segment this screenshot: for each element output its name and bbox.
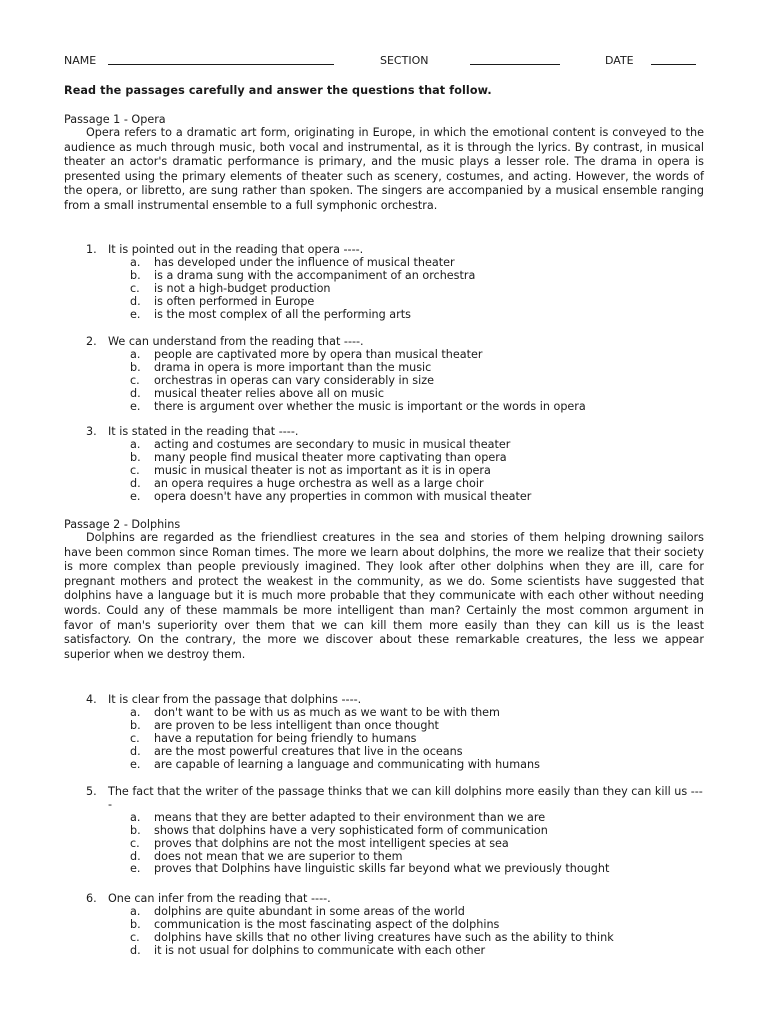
section-blank-line[interactable]	[470, 54, 560, 65]
option-text: communication is the most fascinating aspect of the dolphins	[154, 917, 500, 931]
question-number: 4.	[86, 693, 97, 706]
option-letter: b.	[130, 360, 141, 374]
option-letter: b.	[130, 268, 141, 282]
option[interactable]	[86, 375, 706, 388]
option-text: shows that dolphins have a very sophisticated form of communication	[154, 823, 548, 837]
option-list	[86, 906, 706, 958]
option[interactable]	[86, 478, 706, 491]
option-letter: a.	[130, 810, 141, 824]
question-number: 3.	[86, 425, 97, 438]
question-text: One can infer from the reading that ----.	[108, 892, 331, 905]
question-2	[86, 336, 706, 413]
option[interactable]	[86, 812, 706, 825]
option-letter: c.	[130, 281, 140, 295]
question-stem	[86, 786, 706, 812]
option-text: is often performed in Europe	[154, 294, 315, 308]
option-text: has developed under the influence of musical theater	[154, 255, 455, 269]
option[interactable]	[86, 362, 706, 375]
student-info-header	[64, 54, 704, 70]
option[interactable]	[86, 919, 706, 932]
question-5	[86, 786, 706, 876]
option-list	[86, 257, 706, 322]
question-stem	[86, 336, 706, 349]
option-letter: b.	[130, 917, 141, 931]
option[interactable]	[86, 733, 706, 746]
option[interactable]	[86, 349, 706, 362]
question-stem	[86, 426, 706, 439]
option-text: acting and costumes are secondary to music in musical theater	[154, 437, 511, 451]
option-text: is a drama sung with the accompaniment of an orchestra	[154, 268, 476, 282]
option-text: dolphins have skills that no other living creatures have such as the ability to think	[154, 930, 614, 944]
question-text: It is stated in the reading that ----.	[108, 425, 299, 438]
option-list	[86, 439, 706, 504]
option-letter: d.	[130, 943, 141, 957]
passage-1-title: Passage 1 - Opera	[64, 113, 166, 126]
option-letter: d.	[130, 744, 141, 758]
option[interactable]	[86, 491, 706, 504]
option-letter: a.	[130, 255, 141, 269]
question-number: 6.	[86, 892, 97, 905]
option[interactable]	[86, 932, 706, 945]
option-letter: a.	[130, 347, 141, 361]
option[interactable]	[86, 945, 706, 958]
option-text: are proven to be less intelligent than once thought	[154, 718, 439, 732]
option-list	[86, 349, 706, 414]
option-text: does not mean that we are superior to them	[154, 849, 403, 863]
option[interactable]	[86, 720, 706, 733]
instructions: Read the passages carefully and answer the questions that follow.	[64, 84, 492, 97]
option-letter: b.	[130, 823, 141, 837]
option-list	[86, 707, 706, 772]
option[interactable]	[86, 452, 706, 465]
option-text: drama in opera is more important than the music	[154, 360, 432, 374]
option-text: don't want to be with us as much as we want to be with them	[154, 705, 500, 719]
question-number: 5.	[86, 785, 97, 798]
option[interactable]	[86, 388, 706, 401]
option-letter: a.	[130, 705, 141, 719]
option-text: are the most powerful creatures that live in the oceans	[154, 744, 463, 758]
question-number: 2.	[86, 335, 97, 348]
option-text: proves that dolphins are not the most intelligent species at sea	[154, 836, 509, 850]
option-letter: c.	[130, 731, 140, 745]
option-text: an opera requires a huge orchestra as well as a large choir	[154, 476, 484, 490]
option[interactable]	[86, 465, 706, 478]
option-letter: b.	[130, 450, 141, 464]
option-text: is the most complex of all the performing arts	[154, 307, 411, 321]
option[interactable]	[86, 838, 706, 851]
option[interactable]	[86, 270, 706, 283]
option-text: many people find musical theater more captivating than opera	[154, 450, 507, 464]
question-6	[86, 893, 706, 958]
question-text: The fact that the writer of the passage thinks that we can kill dolphins more easily than they can kill us ----	[108, 785, 703, 811]
option-letter: c.	[130, 836, 140, 850]
date-label: DATE	[605, 54, 634, 67]
passage-2-body: Dolphins are regarded as the friendliest creatures in the sea and stories of them helping drowning sailors have been common since Roman times. The more we learn about dolphins, the more we realize that their society is more complex than people previously imagined. They look after other dolphins when they are ill, care for pregnant mothers and protect the weakest in the community, as we do. Some scientists have suggested that dolphins have a language but it is much more probable that they communicate with each other without needing words. Could any of these mammals be more intelligent than man? Certainly the most common argument in favor of man's superiority over them that we can kill them more easily than they can kill us is the least satisfactory. On the contrary, the more we discover about these remarkable creatures, the less we appear superior when we destroy them.	[64, 531, 704, 661]
option-text: dolphins are quite abundant in some areas of the world	[154, 904, 465, 918]
question-3	[86, 426, 706, 503]
option[interactable]	[86, 257, 706, 270]
date-blank-line[interactable]	[651, 54, 696, 65]
option[interactable]	[86, 439, 706, 452]
option-text: have a reputation for being friendly to humans	[154, 731, 417, 745]
option-list	[86, 812, 706, 877]
option-letter: a.	[130, 437, 141, 451]
option-text: musical theater relies above all on music	[154, 386, 385, 400]
option[interactable]	[86, 906, 706, 919]
option-letter: c.	[130, 373, 140, 387]
option-text: music in musical theater is not as important as it is in opera	[154, 463, 491, 477]
option-letter: e.	[130, 862, 141, 876]
option-letter: d.	[130, 849, 141, 863]
option[interactable]	[86, 309, 706, 322]
question-number: 1.	[86, 243, 97, 256]
option-letter: c.	[130, 930, 140, 944]
option-letter: d.	[130, 294, 141, 308]
section-label: SECTION	[380, 54, 429, 67]
option-letter: e.	[130, 489, 141, 503]
passage-2-title: Passage 2 - Dolphins	[64, 518, 181, 531]
option[interactable]	[86, 825, 706, 838]
option-letter: d.	[130, 476, 141, 490]
option[interactable]	[86, 863, 706, 876]
option-letter: e.	[130, 307, 141, 321]
option[interactable]	[86, 759, 706, 772]
option[interactable]	[86, 283, 706, 296]
option-text: opera doesn't have any properties in common with musical theater	[154, 489, 532, 503]
option-text: people are captivated more by opera than musical theater	[154, 347, 483, 361]
option[interactable]	[86, 401, 706, 414]
option-letter: b.	[130, 718, 141, 732]
question-text: It is clear from the passage that dolphins ----.	[108, 693, 362, 706]
question-stem	[86, 893, 706, 906]
option-text: orchestras in operas can vary considerably in size	[154, 373, 435, 387]
name-label: NAME	[64, 54, 97, 67]
option-text: means that they are better adapted to their environment than we are	[154, 810, 546, 824]
option-letter: a.	[130, 904, 141, 918]
passage-1-body: Opera refers to a dramatic art form, originating in Europe, in which the emotional content is conveyed to the audience as much through music, both vocal and instrumental, as it is through the lyrics. By contrast, in musical theater an actor's dramatic performance is primary, and the music plays a lesser role. The drama in opera is presented using the primary elements of theater such as scenery, costumes, and acting. However, the words of the opera, or libretto, are sung rather than spoken. The singers are accompanied by a musical ensemble ranging from a small instrumental ensemble to a full symphonic orchestra.	[64, 126, 704, 212]
option-text: there is argument over whether the music is important or the words in opera	[154, 399, 586, 413]
option-letter: e.	[130, 757, 141, 771]
option[interactable]	[86, 296, 706, 309]
option-text: is not a high-budget production	[154, 281, 331, 295]
option-text: are capable of learning a language and communicating with humans	[154, 757, 540, 771]
option[interactable]	[86, 746, 706, 759]
name-blank-line[interactable]	[108, 54, 334, 65]
option-text: it is not usual for dolphins to communicate with each other	[154, 943, 486, 957]
question-stem	[86, 694, 706, 707]
question-text: It is pointed out in the reading that opera ----.	[108, 243, 364, 256]
question-1	[86, 244, 706, 321]
option-text: proves that Dolphins have linguistic skills far beyond what we previously thought	[154, 862, 610, 876]
option[interactable]	[86, 707, 706, 720]
question-stem	[86, 244, 706, 257]
option-letter: c.	[130, 463, 140, 477]
option-letter: e.	[130, 399, 141, 413]
question-4	[86, 694, 706, 771]
option-letter: d.	[130, 386, 141, 400]
question-text: We can understand from the reading that ----.	[108, 335, 364, 348]
